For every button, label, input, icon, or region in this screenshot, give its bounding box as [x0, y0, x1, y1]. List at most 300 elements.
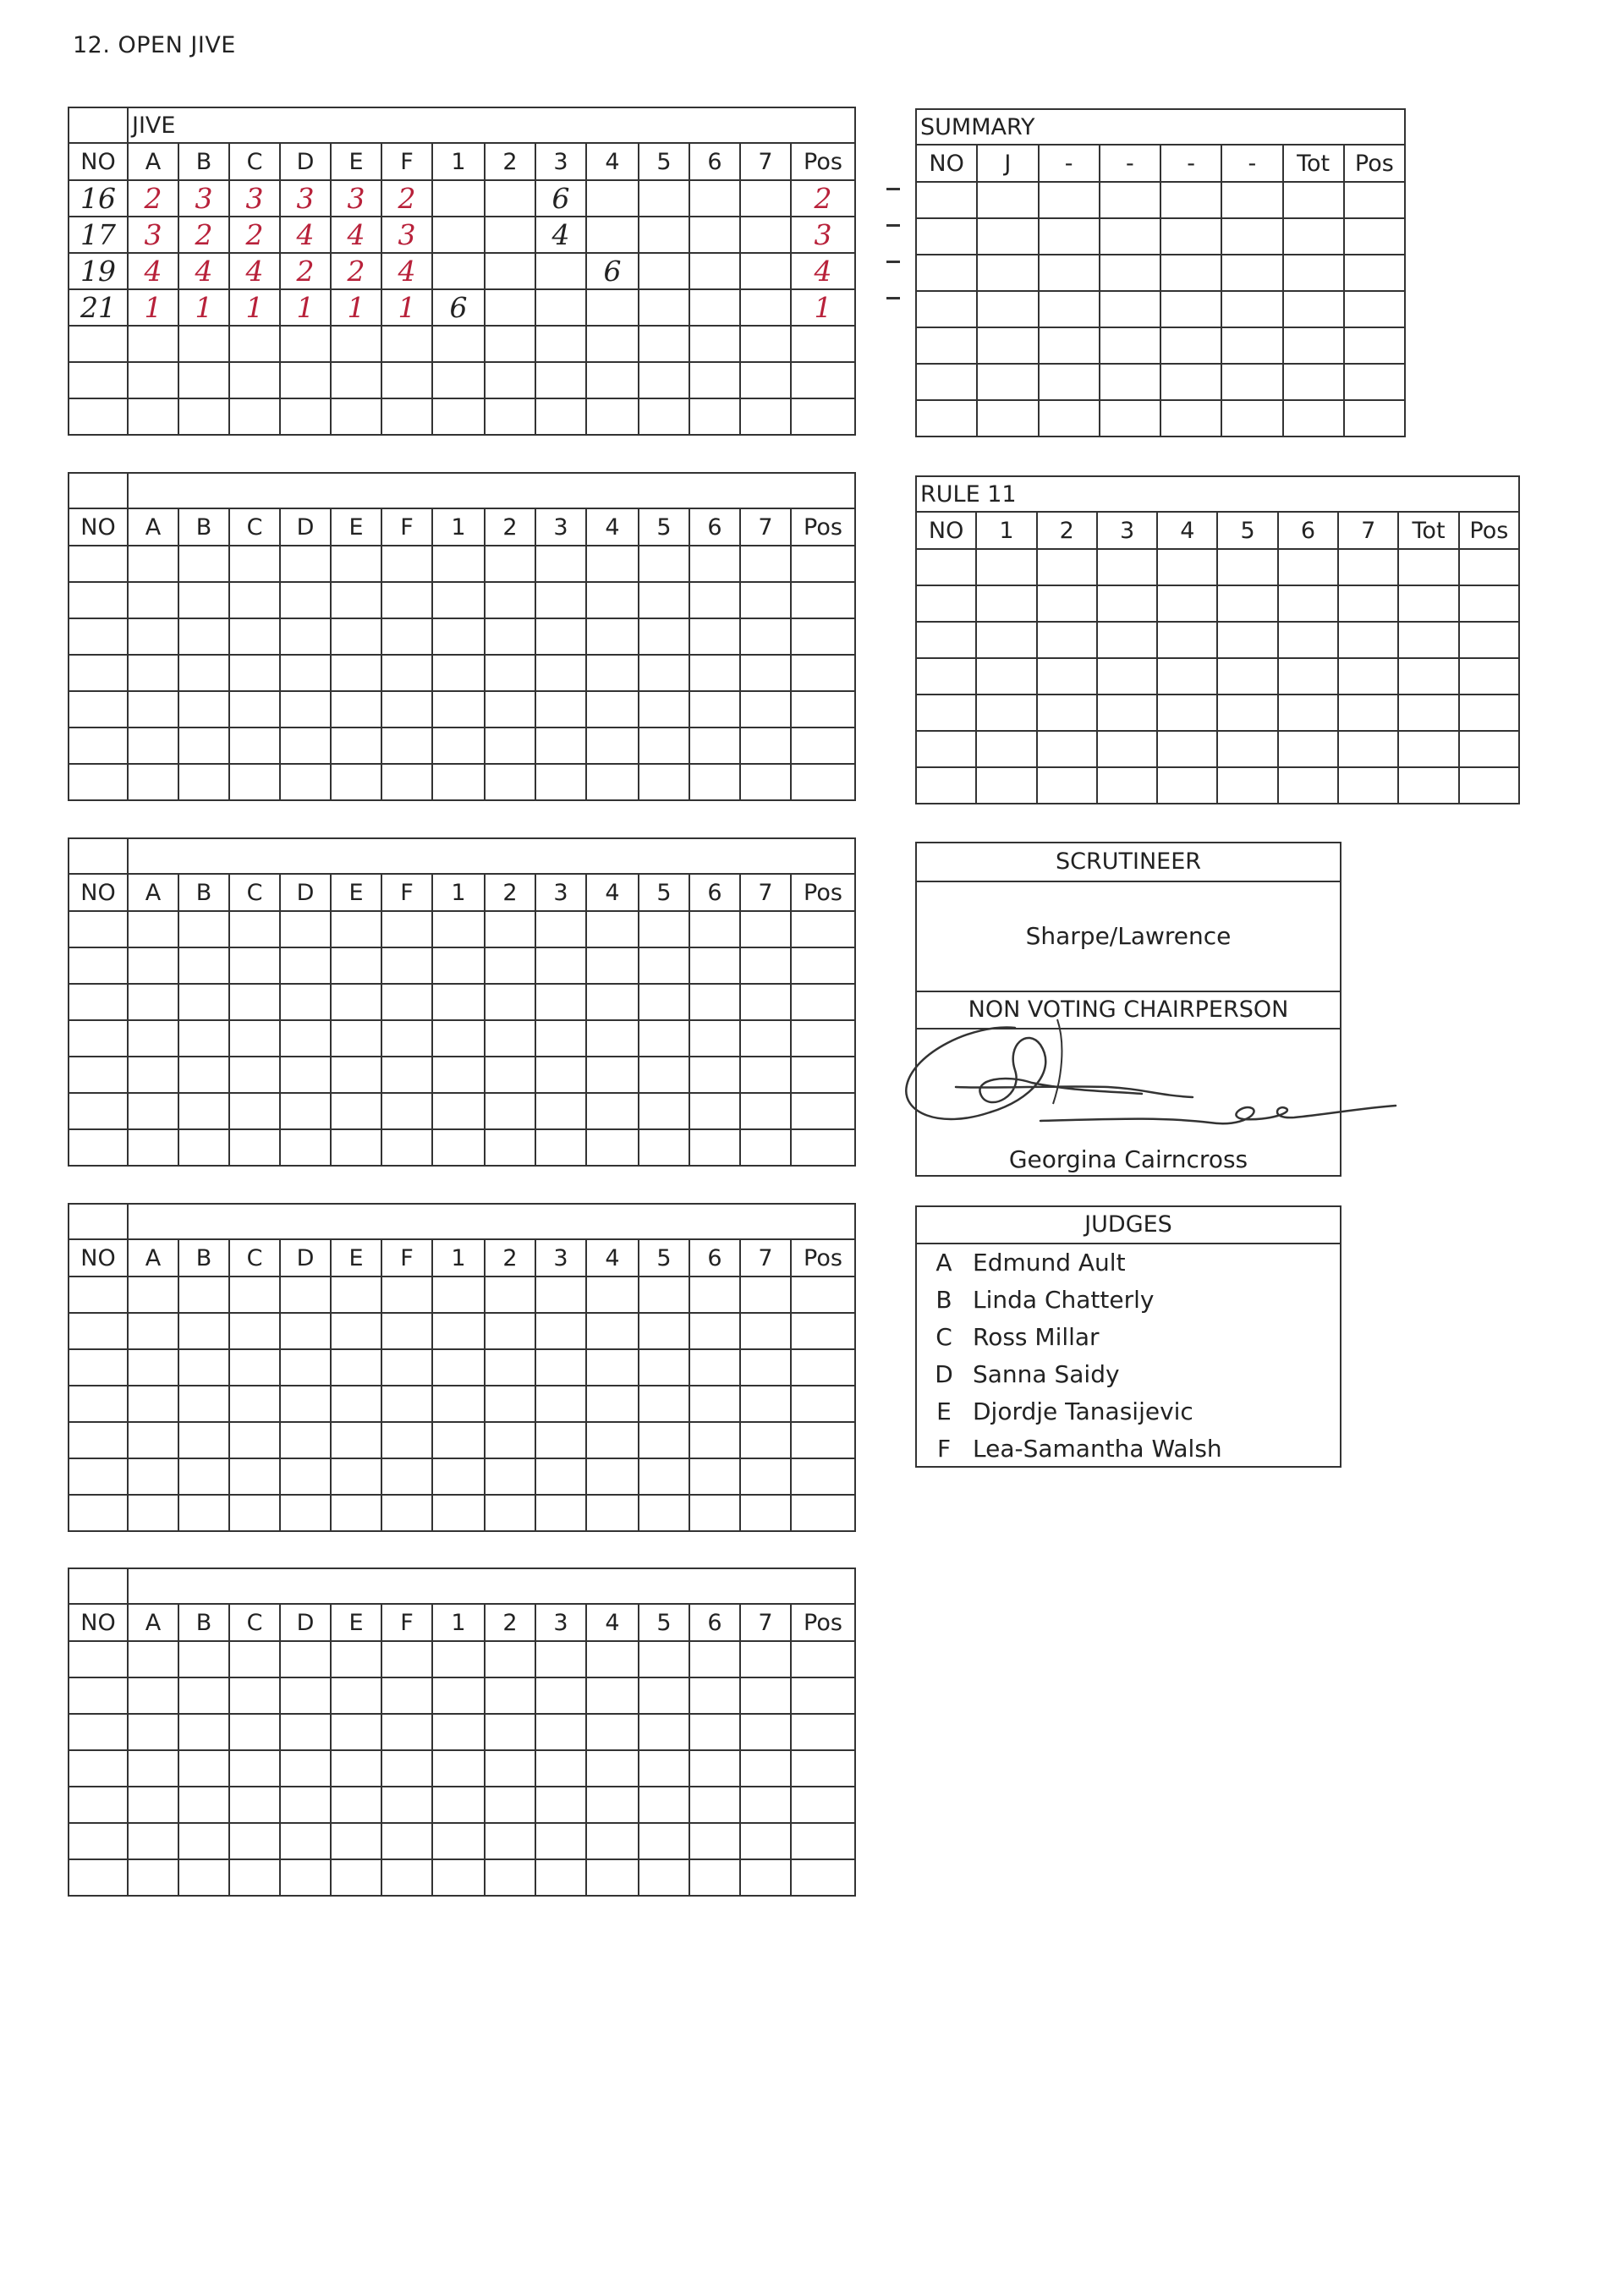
table-cell: [1217, 695, 1277, 731]
table-cell: [229, 1787, 280, 1823]
table-cell: [128, 947, 178, 984]
table-cell: [689, 1750, 740, 1787]
table-cell: [639, 326, 689, 362]
table-cell: 3: [331, 180, 381, 217]
column-header: 3: [535, 874, 586, 911]
table-cell: [740, 180, 791, 217]
table-row: [69, 1641, 855, 1677]
table-cell: [1398, 767, 1458, 804]
table-cell: [791, 1714, 855, 1750]
column-header: -: [1039, 145, 1100, 182]
column-header: 2: [485, 874, 535, 911]
column-header: E: [331, 143, 381, 180]
table-row: [916, 218, 1405, 255]
table-cell: [1160, 364, 1221, 400]
table-cell: [229, 398, 280, 435]
table-cell: 1: [178, 289, 229, 326]
table-cell: 4: [178, 253, 229, 289]
table-cell: [331, 1458, 381, 1495]
table-cell: [1459, 658, 1519, 695]
table-cell: [432, 1714, 485, 1750]
table-caption-spacer: [69, 838, 128, 874]
table-cell: [229, 655, 280, 691]
table-cell: [128, 1714, 178, 1750]
table-cell: [280, 1458, 331, 1495]
table-cell: [69, 1313, 128, 1349]
table-cell: [740, 326, 791, 362]
table-cell: 1: [280, 289, 331, 326]
table-cell: [178, 655, 229, 691]
table-cell: [740, 911, 791, 947]
table-cell: [639, 1349, 689, 1386]
table-cell: [740, 1823, 791, 1859]
table-cell: [586, 655, 639, 691]
table-cell: [69, 911, 128, 947]
table-cell: [485, 1787, 535, 1823]
table-cell: [639, 289, 689, 326]
table-cell: [69, 362, 128, 398]
table-cell: [1039, 400, 1100, 436]
table-cell: [791, 1422, 855, 1458]
column-header: 2: [485, 1604, 535, 1641]
table-cell: [178, 1349, 229, 1386]
table-cell: 3: [791, 217, 855, 253]
table-cell: [689, 217, 740, 253]
table-cell: [1039, 364, 1100, 400]
judge-entry: [917, 1393, 1340, 1430]
table-cell: [69, 546, 128, 582]
table-cell: [432, 217, 485, 253]
table-cell: [791, 1495, 855, 1531]
column-header: B: [178, 508, 229, 546]
judge-letter: A: [935, 1249, 952, 1277]
table-cell: [1221, 291, 1282, 327]
table-row: [69, 1093, 855, 1129]
table-cell: [1344, 364, 1405, 400]
table-cell: [791, 1677, 855, 1714]
table-cell: [639, 1495, 689, 1531]
column-header: A: [128, 874, 178, 911]
table-cell: [791, 1823, 855, 1859]
table-cell: [916, 327, 977, 364]
column-header: Tot: [1283, 145, 1344, 182]
table-cell: [432, 362, 485, 398]
table-cell: [178, 1129, 229, 1166]
table-cell: [977, 291, 1038, 327]
table-cell: [1100, 182, 1160, 218]
table-caption: [128, 838, 855, 874]
column-header: D: [280, 508, 331, 546]
table-cell: [740, 398, 791, 435]
table-cell: [280, 655, 331, 691]
table-cell: [791, 691, 855, 727]
table-cell: [280, 1386, 331, 1422]
table-row: [916, 291, 1405, 327]
table-cell: [689, 1422, 740, 1458]
table-cell: [639, 764, 689, 800]
table-cell: [639, 180, 689, 217]
table-cell: [485, 1458, 535, 1495]
table-cell: [535, 947, 586, 984]
table-row: [69, 1677, 855, 1714]
table-cell: [1097, 695, 1157, 731]
table-cell: [1160, 255, 1221, 291]
table-cell: [740, 253, 791, 289]
table-cell: [331, 1677, 381, 1714]
table-cell: 4: [229, 253, 280, 289]
judge-letter: E: [936, 1397, 952, 1425]
table-cell: [1160, 182, 1221, 218]
table-cell: [229, 1495, 280, 1531]
table-cell: [740, 1641, 791, 1677]
table-cell: [485, 1129, 535, 1166]
table-cell: [1459, 767, 1519, 804]
table-row: [69, 582, 855, 618]
table-cell: [432, 1787, 485, 1823]
table-cell: [586, 1677, 639, 1714]
table-cell: [432, 1129, 485, 1166]
table-cell: [586, 1422, 639, 1458]
table-cell: [586, 1129, 639, 1166]
table-cell: [916, 364, 977, 400]
table-cell: [639, 1823, 689, 1859]
table-cell: [432, 1093, 485, 1129]
table-cell: [791, 947, 855, 984]
table-cell: [432, 1823, 485, 1859]
column-header: 3: [1097, 512, 1157, 549]
table-cell: [689, 1787, 740, 1823]
table-cell: [432, 1859, 485, 1896]
pos-dash-mark: [886, 261, 900, 263]
table-cell: [535, 1787, 586, 1823]
table-cell: [128, 1277, 178, 1313]
table-row: [916, 182, 1405, 218]
table-cell: [1283, 364, 1344, 400]
table-row: [69, 398, 855, 435]
table-row: [69, 1787, 855, 1823]
table-cell: [229, 1020, 280, 1057]
chairperson-name: Georgina Cairncross: [1008, 1145, 1248, 1173]
scrutineer-box: [915, 842, 1341, 992]
table-cell: [535, 582, 586, 618]
table-row: [69, 1020, 855, 1057]
column-header: 5: [1217, 512, 1277, 549]
table-cell: [229, 326, 280, 362]
table-cell: [128, 984, 178, 1020]
table-cell: [432, 618, 485, 655]
table-cell: [229, 1750, 280, 1787]
table-row: [916, 585, 1519, 622]
table-cell: [178, 691, 229, 727]
table-cell: [69, 1641, 128, 1677]
table-cell: [128, 911, 178, 947]
table-cell: [639, 1859, 689, 1896]
table-cell: [639, 1787, 689, 1823]
table-cell: 3: [229, 180, 280, 217]
table-cell: [432, 1422, 485, 1458]
table-cell: [740, 1057, 791, 1093]
mark-table: [68, 1568, 856, 1897]
table-cell: [791, 1750, 855, 1787]
table-cell: [1037, 695, 1097, 731]
table-cell: [280, 1641, 331, 1677]
mark-table: [68, 107, 856, 436]
judge-letter: C: [935, 1323, 952, 1351]
column-header: D: [280, 1239, 331, 1277]
table-cell: [586, 1714, 639, 1750]
judge-letter: B: [935, 1286, 952, 1314]
judges-list: [917, 1244, 1340, 1468]
table-cell: [1037, 549, 1097, 585]
table-cell: [689, 362, 740, 398]
table-cell: [1338, 622, 1398, 658]
table-cell: [1100, 327, 1160, 364]
table-row: [69, 1057, 855, 1093]
table-cell: [69, 1458, 128, 1495]
column-header: 7: [740, 508, 791, 546]
mark-table: [68, 837, 856, 1167]
column-header: 6: [689, 874, 740, 911]
table-cell: [280, 582, 331, 618]
table-cell: [976, 585, 1036, 622]
table-cell: [586, 947, 639, 984]
table-cell: [432, 582, 485, 618]
table-cell: [1160, 327, 1221, 364]
table-cell: [1097, 549, 1157, 585]
pos-dash-mark: [886, 297, 900, 299]
table-cell: [331, 911, 381, 947]
table-cell: [977, 218, 1038, 255]
table-cell: [916, 400, 977, 436]
table-cell: [381, 1787, 432, 1823]
table-cell: [331, 1386, 381, 1422]
table-cell: [128, 727, 178, 764]
table-cell: [916, 695, 976, 731]
table-cell: [976, 549, 1036, 585]
table-cell: [178, 618, 229, 655]
table-cell: [229, 764, 280, 800]
table-cell: [331, 582, 381, 618]
table-caption: [128, 1204, 855, 1239]
table-cell: [689, 1129, 740, 1166]
judge-letter: F: [936, 1435, 952, 1463]
table-cell: [381, 1677, 432, 1714]
table-cell: [485, 1677, 535, 1714]
table-cell: [280, 1313, 331, 1349]
table-cell: [689, 1313, 740, 1349]
table-cell: [381, 727, 432, 764]
table-cell: [1100, 364, 1160, 400]
table-cell: [381, 1057, 432, 1093]
table-cell: 2: [331, 253, 381, 289]
table-cell: [916, 731, 976, 767]
table-cell: [689, 398, 740, 435]
table-cell: [331, 655, 381, 691]
table-cell: 6: [586, 253, 639, 289]
column-header: Pos: [791, 508, 855, 546]
table-cell: [280, 1750, 331, 1787]
table-cell: [1097, 622, 1157, 658]
column-header: F: [381, 1604, 432, 1641]
table-cell: [69, 764, 128, 800]
table-cell: [1217, 549, 1277, 585]
table-cell: [740, 289, 791, 326]
table-cell: [740, 546, 791, 582]
table-cell: 6: [535, 180, 586, 217]
table-cell: 2: [381, 180, 432, 217]
table-cell: [69, 1093, 128, 1129]
table-cell: [1459, 731, 1519, 767]
table-cell: [331, 1859, 381, 1896]
table-cell: [280, 1129, 331, 1166]
column-header: 3: [535, 1239, 586, 1277]
table-cell: [916, 255, 977, 291]
table-cell: [178, 1093, 229, 1129]
table-cell: [381, 582, 432, 618]
table-cell: [1097, 658, 1157, 695]
column-header: 7: [740, 1239, 791, 1277]
table-cell: [280, 618, 331, 655]
table-cell: [1278, 585, 1338, 622]
table-row: [69, 1422, 855, 1458]
table-caption-spacer: [69, 107, 128, 143]
table-cell: [69, 1349, 128, 1386]
table-cell: 1: [331, 289, 381, 326]
table-cell: [280, 1823, 331, 1859]
table-cell: [485, 655, 535, 691]
table-cell: [229, 1386, 280, 1422]
table-cell: [128, 1458, 178, 1495]
table-cell: [976, 695, 1036, 731]
table-cell: [178, 546, 229, 582]
table-cell: [485, 1714, 535, 1750]
table-cell: [586, 1386, 639, 1422]
table-cell: [740, 691, 791, 727]
table-cell: [1283, 291, 1344, 327]
table-cell: [229, 546, 280, 582]
table-cell: [331, 546, 381, 582]
column-header: E: [331, 1239, 381, 1277]
table-cell: [791, 1020, 855, 1057]
table-cell: [432, 253, 485, 289]
table-cell: [229, 1277, 280, 1313]
column-header: 7: [740, 874, 791, 911]
table-cell: [791, 764, 855, 800]
table-cell: [128, 1313, 178, 1349]
table-cell: 3: [178, 180, 229, 217]
table-cell: [69, 1129, 128, 1166]
table-cell: [381, 1422, 432, 1458]
table-cell: [280, 947, 331, 984]
table-cell: [331, 691, 381, 727]
table-row: [916, 658, 1519, 695]
table-cell: [485, 1641, 535, 1677]
table-cell: [791, 1349, 855, 1386]
table-cell: 19: [69, 253, 128, 289]
table-cell: [976, 731, 1036, 767]
judge-letter: D: [935, 1360, 953, 1388]
table-cell: [1278, 658, 1338, 695]
table-cell: [69, 1750, 128, 1787]
table-cell: [1344, 291, 1405, 327]
table-cell: [485, 326, 535, 362]
column-header: 1: [432, 508, 485, 546]
table-cell: [535, 1750, 586, 1787]
table-cell: [689, 1277, 740, 1313]
table-cell: [331, 398, 381, 435]
table-cell: [178, 1495, 229, 1531]
table-cell: [69, 326, 128, 362]
table-cell: [639, 362, 689, 398]
table-cell: [280, 691, 331, 727]
table-cell: [178, 764, 229, 800]
table-cell: [639, 727, 689, 764]
table-cell: [586, 362, 639, 398]
table-cell: [1278, 731, 1338, 767]
table-cell: [280, 764, 331, 800]
table-cell: [535, 362, 586, 398]
table-cell: [229, 691, 280, 727]
table-cell: [586, 1458, 639, 1495]
table-cell: [1039, 291, 1100, 327]
column-header: 7: [740, 1604, 791, 1641]
column-header: E: [331, 508, 381, 546]
table-cell: 2: [229, 217, 280, 253]
table-cell: [432, 1057, 485, 1093]
pos-dash-mark: [886, 224, 900, 227]
table-row: [916, 400, 1405, 436]
table-cell: [381, 362, 432, 398]
table-cell: [586, 618, 639, 655]
table-cell: [69, 727, 128, 764]
table-cell: [689, 1020, 740, 1057]
table-cell: [128, 1787, 178, 1823]
column-header: NO: [69, 1239, 128, 1277]
table-cell: [1037, 731, 1097, 767]
table-cell: [535, 398, 586, 435]
table-cell: [280, 1093, 331, 1129]
column-header: 6: [689, 1604, 740, 1641]
table-cell: [689, 326, 740, 362]
table-cell: [1097, 585, 1157, 622]
table-cell: [1221, 400, 1282, 436]
table-cell: [1398, 549, 1458, 585]
table-row: [69, 253, 855, 289]
table-cell: [1157, 622, 1217, 658]
column-header: D: [280, 143, 331, 180]
table-cell: [586, 1641, 639, 1677]
table-cell: [381, 984, 432, 1020]
table-cell: [485, 1277, 535, 1313]
column-header: A: [128, 1604, 178, 1641]
column-header: Pos: [791, 1239, 855, 1277]
table-cell: [977, 255, 1038, 291]
table-cell: [916, 658, 976, 695]
table-cell: [381, 546, 432, 582]
table-cell: [485, 398, 535, 435]
table-cell: [535, 764, 586, 800]
judge-entry: [917, 1430, 1340, 1468]
table-cell: [69, 1422, 128, 1458]
table-cell: [381, 947, 432, 984]
table-row: [916, 255, 1405, 291]
scrutineer-heading: SCRUTINEER: [917, 843, 1340, 882]
table-cell: [432, 1349, 485, 1386]
table-cell: [586, 1313, 639, 1349]
table-cell: [432, 1458, 485, 1495]
table-row: [69, 984, 855, 1020]
table-cell: [1157, 695, 1217, 731]
